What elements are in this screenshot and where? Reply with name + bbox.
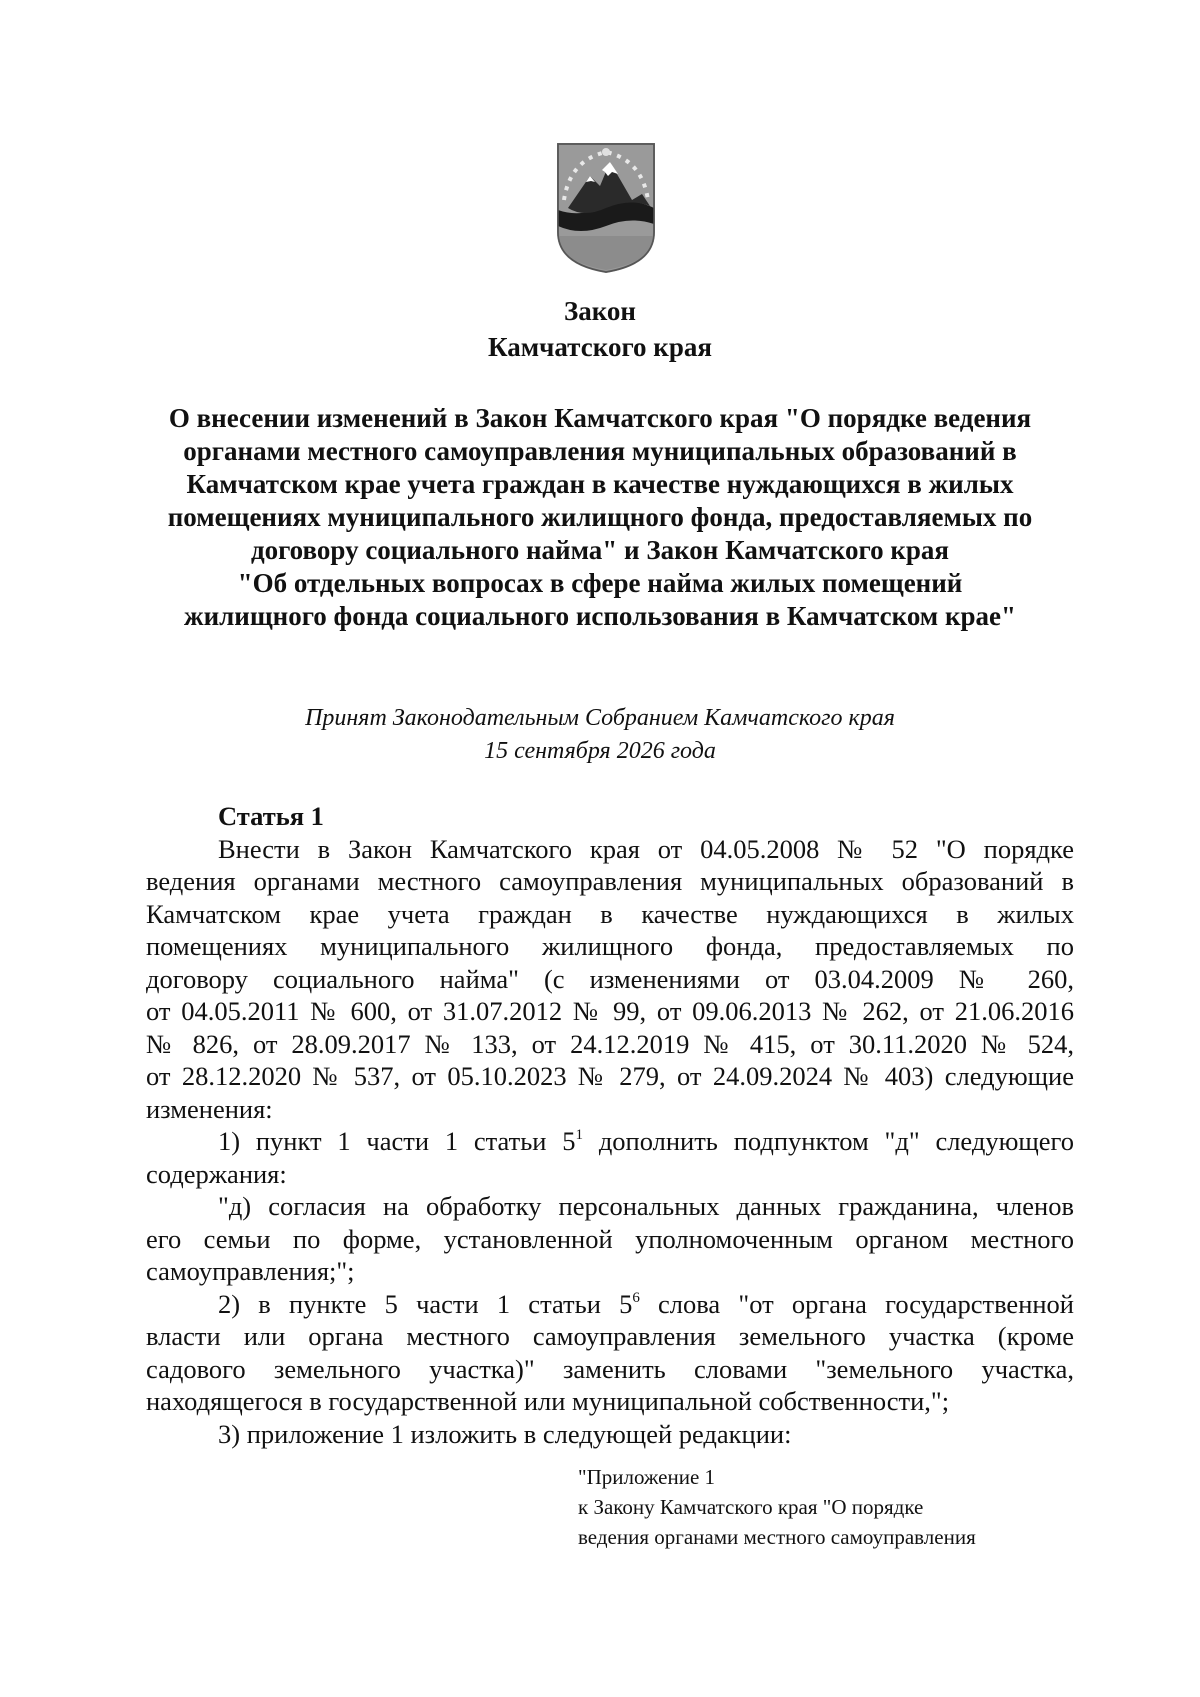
subject-line: жилищного фонда социального использования в Камчатском крае" <box>184 601 1016 631</box>
item-2-text: 2) в пункте 5 части 1 статьи 5 <box>218 1288 633 1319</box>
paragraph-line: Внести в Закон Камчатского края от 04.05.2008 № 52 "О порядке <box>218 833 1074 864</box>
item-3-line: 3) приложение 1 изложить в следующей редакции: <box>218 1418 792 1449</box>
item-2-text-cont: слова "от органа государственной <box>639 1288 1074 1319</box>
adoption-note <box>0 702 1200 768</box>
item-1-line: содержания: <box>146 1158 287 1189</box>
emblem-kamchatka-icon <box>550 140 662 276</box>
item-2-line: власти или органа местного самоуправления земельного участка (кроме <box>146 1321 1074 1351</box>
appendix-line: "Приложение 1 <box>578 1465 716 1489</box>
paragraph-line: изменения: <box>146 1093 273 1124</box>
paragraph-line: Камчатском крае учета граждан в качестве нуждающихся в жилых <box>146 898 1074 929</box>
law-title <box>0 293 1200 365</box>
article-heading: Статья 1 <box>218 801 324 831</box>
article-1 <box>146 800 1074 1450</box>
paragraph-line: ведения органами местного самоуправления муниципальных образований в <box>146 866 1074 896</box>
paragraph-line: договору социального найма" (с изменениями от 03.04.2009 № 260, <box>146 963 1074 994</box>
paragraph-line: от 28.12.2020 № 537, от 05.10.2023 № 279, от 24.09.2024 № 403) следующие <box>146 1061 1074 1091</box>
superscript: 6 <box>632 1289 640 1306</box>
quote-line: его семьи по форме, установленной уполномоченным органом местного <box>146 1223 1074 1254</box>
subject-line: помещениях муниципального жилищного фонда, предоставляемых по <box>167 502 1033 532</box>
subject-line: Камчатском крае учета граждан в качестве нуждающихся в жилых <box>186 469 1014 499</box>
item-1-line <box>146 1125 1074 1158</box>
item-2-line <box>146 1288 1074 1321</box>
paragraph-line: от 04.05.2011 № 600, от 31.07.2012 № 99, от 09.06.2013 № 262, от 21.06.2016 <box>146 996 1074 1026</box>
paragraph-line: № 826, от 28.09.2017 № 133, от 24.12.2019 № 415, от 30.11.2020 № 524, <box>146 1028 1074 1059</box>
appendix-header <box>578 1462 976 1552</box>
appendix-line: к Закону Камчатского края "О порядке <box>578 1495 924 1519</box>
region-name: Камчатского края <box>488 332 712 362</box>
subject-line: "Об отдельных вопросах в сфере найма жилых помещений <box>237 568 963 598</box>
adoption-body: Принят Законодательным Собранием Камчатского края <box>305 705 895 731</box>
superscript: 1 <box>575 1127 584 1143</box>
quote-line: "д) согласия на обработку персональных данных гражданина, членов <box>218 1191 1074 1221</box>
appendix-line: ведения органами местного самоуправления <box>578 1525 976 1549</box>
subject-line: договору социального найма" и Закон Камчатского края <box>250 535 950 565</box>
item-2-line: находящегося в государственной или муниципальной собственности,"; <box>146 1386 950 1416</box>
item-1-text-cont: дополнить подпунктом "д" следующего <box>583 1126 1074 1156</box>
quote-line: самоуправления;"; <box>146 1256 355 1286</box>
paragraph-line: помещениях муниципального жилищного фонда, предоставляемых по <box>146 931 1074 961</box>
item-2-line: садового земельного участка)" заменить словами "земельного участка, <box>146 1353 1074 1384</box>
law-subject <box>110 402 1090 633</box>
subject-line: О внесении изменений в Закон Камчатского края "О порядке ведения <box>168 403 1032 433</box>
subject-line: органами местного самоуправления муниципальных образований в <box>183 436 1017 466</box>
item-1-text: 1) пункт 1 части 1 статьи 5 <box>218 1126 576 1156</box>
adoption-date: 15 сентября 2026 года <box>484 738 716 764</box>
doc-type: Закон <box>563 296 636 326</box>
